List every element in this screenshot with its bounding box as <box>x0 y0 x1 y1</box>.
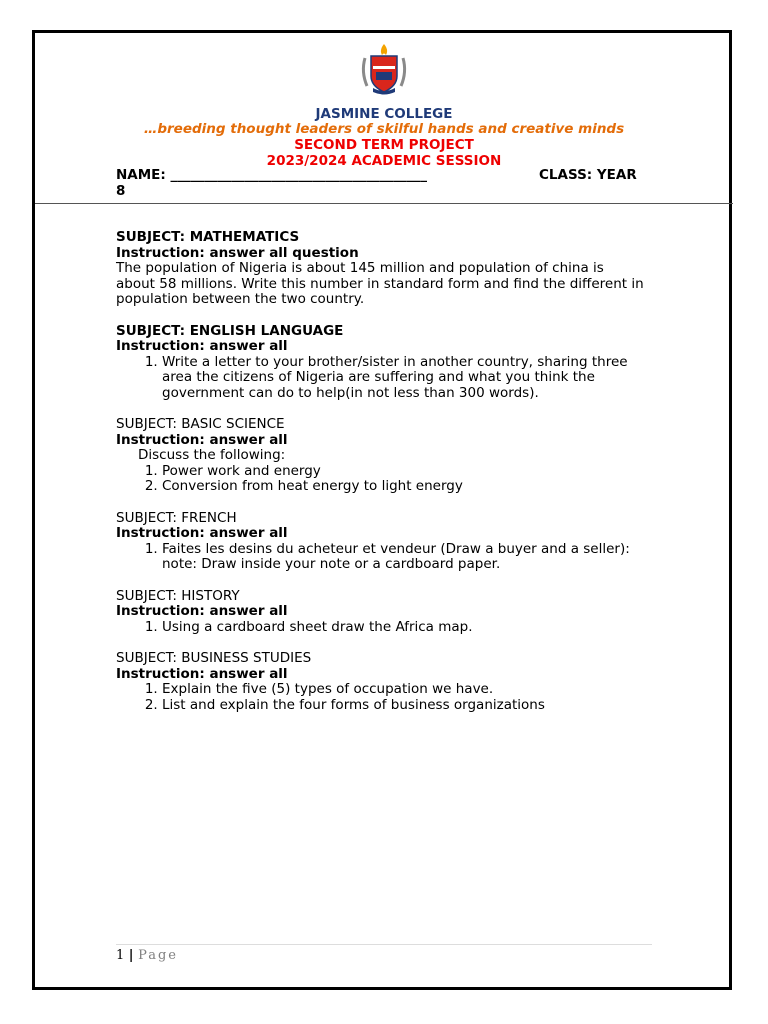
instruction: Instruction: answer all <box>116 525 288 541</box>
class-value: 8 <box>116 183 126 199</box>
school-crest-logo <box>359 42 409 96</box>
question-text: The population of Nigeria is about 145 million and population of china is about 58 millions. Write this number in standard form and find the different in population between the two country. <box>116 260 644 307</box>
class-label: CLASS: YEAR <box>539 167 637 183</box>
question-item: 2. List and explain the four forms of business organizations <box>162 698 646 714</box>
project-title: SECOND TERM PROJECT <box>294 137 474 153</box>
subject-heading: SUBJECT: ENGLISH LANGUAGE <box>116 322 344 339</box>
question-list <box>116 464 646 495</box>
section-basic-science <box>116 417 646 495</box>
instruction: Instruction: answer all <box>116 665 288 682</box>
footer-divider <box>116 944 652 945</box>
page-word: Page <box>138 948 178 963</box>
subject-heading: SUBJECT: FRENCH <box>116 509 237 526</box>
question-item: 1. Power work and energy <box>162 464 646 480</box>
school-motto: …breeding thought leaders of skilful hands and creative minds <box>143 121 625 137</box>
instruction: Instruction: answer all <box>116 338 288 354</box>
question-list <box>116 682 646 713</box>
question-item: 1. Write a letter to your brother/sister in another country, sharing three area the citizens of Nigeria are suffering and what you think the government can do to help(in not less than 300 words). <box>162 355 646 402</box>
section-english <box>116 324 646 402</box>
instruction: Instruction: answer all question <box>116 244 359 261</box>
subject-heading: SUBJECT: BASIC SCIENCE <box>116 416 285 432</box>
question-item: 1. Using a cardboard sheet draw the Africa map. <box>162 620 646 636</box>
question-list <box>116 355 646 402</box>
question-intro: Discuss the following: <box>138 447 286 463</box>
project-content <box>116 230 646 729</box>
question-list <box>116 620 646 636</box>
subject-heading: SUBJECT: HISTORY <box>116 587 240 604</box>
instruction: Instruction: answer all <box>116 431 288 448</box>
academic-session: 2023/2024 ACADEMIC SESSION <box>266 153 502 169</box>
school-name: JASMINE COLLEGE <box>315 106 453 122</box>
question-item: 2. Conversion from heat energy to light energy <box>162 479 646 495</box>
page-number: 1 <box>116 948 125 963</box>
subject-heading: SUBJECT: BUSINESS STUDIES <box>116 650 312 666</box>
instruction: Instruction: answer all <box>116 603 288 619</box>
section-history <box>116 589 646 636</box>
page-footer <box>116 948 178 963</box>
header-divider <box>35 203 733 204</box>
question-list <box>116 542 646 573</box>
section-french <box>116 511 646 573</box>
question-item: 1. Explain the five (5) types of occupation we have. <box>162 682 646 698</box>
section-mathematics <box>116 230 646 308</box>
footer-separator: | <box>124 948 139 963</box>
subject-heading: SUBJECT: MATHEMATICS <box>116 229 300 245</box>
question-item: 1. Faites les desins du acheteur et vendeur (Draw a buyer and a seller): note: Draw inside your note or a cardboard paper. <box>162 542 646 573</box>
section-business-studies <box>116 651 646 713</box>
name-field: NAME: ______________________________________ <box>116 167 428 183</box>
